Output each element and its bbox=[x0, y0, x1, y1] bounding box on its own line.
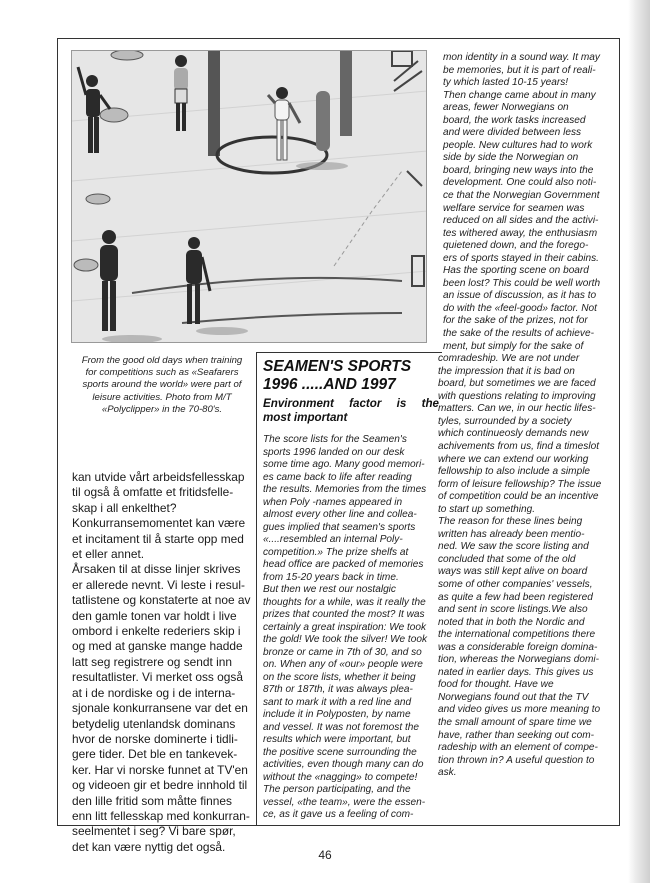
article-body-line: on. When any of «our» people were bbox=[263, 659, 423, 670]
right-column-line: quietened down, and the forego- bbox=[443, 240, 589, 252]
right-column-line: some of other companies' vessels, bbox=[438, 578, 593, 590]
right-column-line: board, bringing new ways into the bbox=[443, 164, 594, 176]
right-column-line: ways was still kept alive on board bbox=[438, 566, 588, 578]
right-column-line: ask. bbox=[438, 767, 457, 779]
article-body-line: from 15-20 years back in time. bbox=[263, 571, 399, 583]
right-column-line: ty which lasted 10-15 years! bbox=[443, 77, 569, 89]
right-column-line: ment, but simply for the sake of bbox=[443, 340, 584, 352]
right-column-line: written has already been mentio- bbox=[438, 528, 585, 540]
right-column-line: the international competitions there bbox=[438, 629, 596, 641]
article-body-line: gues implied that seamen's sports bbox=[263, 521, 416, 533]
norwegian-column-line: er allerede nevnt. Vi leste i resul- bbox=[72, 577, 245, 592]
right-column-line: development. One could also noti- bbox=[443, 177, 597, 189]
norwegian-column-line: den gamle tonen var holdt i live bbox=[72, 608, 237, 623]
right-column-line: been lost? This could be well worth bbox=[443, 277, 601, 289]
right-column-line: nated in earlier days. This gives us bbox=[438, 666, 594, 678]
right-column-line: The reason for these lines being bbox=[438, 516, 583, 528]
norwegian-column-line: et incitament til å starte opp med bbox=[72, 531, 244, 546]
right-column-line: of competition could be an incentive bbox=[438, 491, 599, 503]
article-body-line: sant to mark it with a red line and bbox=[263, 696, 412, 708]
article-body-line: activities, even though many can do bbox=[263, 759, 424, 770]
right-column-line: welfare service for seamen was bbox=[443, 202, 585, 214]
norwegian-column-text bbox=[72, 470, 254, 855]
right-column-line: an issue of discussion, as it has to bbox=[443, 290, 597, 302]
article-body-line: sports 1996 landed on our desk bbox=[263, 446, 405, 458]
caption-line: From the good old days when training bbox=[81, 355, 243, 366]
article-title bbox=[263, 358, 443, 394]
right-column-line: the impression that it is bad on bbox=[438, 365, 575, 377]
right-column-line: and sent in score listings.We also bbox=[438, 604, 588, 616]
article-body-line: results which were important, but bbox=[263, 734, 411, 745]
right-column-line: radeship with an element of compe- bbox=[438, 742, 598, 754]
article-body-line: es came back to life after reading bbox=[263, 471, 412, 483]
article-body-line: the gold! We took the silver! We took bbox=[263, 634, 428, 645]
right-column-line: comradeship. We are not under bbox=[438, 353, 580, 365]
article-body-line: on the score lists, whether it being bbox=[263, 671, 416, 683]
norwegian-column-line: ombord i enkelte rederiers skip i bbox=[72, 624, 241, 639]
right-column-line: reduced on all sides and the activi- bbox=[443, 215, 599, 227]
caption-line: leisure activities. Photo from M/T bbox=[92, 391, 232, 403]
right-column-line: ned. We saw the score listing and bbox=[438, 541, 589, 553]
article-body-line: and vessel. It was not foremost the bbox=[263, 721, 419, 733]
caption-line: sports around the world» were part of bbox=[82, 379, 242, 391]
article-body-line: competition.» The prize shelfs at bbox=[263, 546, 409, 558]
norwegian-column-line: og med at ganske mange hadde bbox=[72, 639, 243, 654]
right-column-line: as quite a few had been registered bbox=[438, 591, 593, 603]
right-column-line: Has the sporting scene on board bbox=[443, 265, 589, 277]
photo-illustration bbox=[72, 51, 427, 343]
right-column-line: for the sake of the prizes, not for bbox=[443, 315, 588, 327]
right-column-line: tyles, surrounded by a society bbox=[438, 415, 572, 427]
article-body-line: bronze or came in 7th of 30, and so bbox=[263, 646, 422, 658]
norwegian-column-line: skap i all enkelthet? bbox=[72, 500, 177, 515]
article-body-line: prizes that counted the most? It was bbox=[263, 609, 425, 620]
article-body-line: «....resembled an internal Poly- bbox=[263, 534, 403, 545]
article-body-line: almost every other line and collea- bbox=[263, 509, 417, 520]
article-body-line: some time ago. Many good memori- bbox=[263, 459, 425, 470]
norwegian-column-line: tatlistene og konstaterte at noe av bbox=[72, 593, 251, 608]
right-column-line: the sake of the results of achieve- bbox=[443, 328, 594, 340]
article-subtitle-line1: Environment factor is the bbox=[263, 397, 439, 410]
right-column-line: Norwegians found out that the TV bbox=[438, 691, 589, 703]
right-column-line: be memories, but it is part of reali- bbox=[443, 64, 596, 76]
article-body-line: head office are packed of memories bbox=[263, 559, 424, 570]
right-column-line: fellowship to also include a simple bbox=[438, 466, 591, 478]
deck-training-photo bbox=[71, 50, 427, 343]
article-body-line: 87th or 187th, it was always plea- bbox=[263, 684, 413, 695]
article-body-line: the positive scene surrounding the bbox=[263, 746, 417, 758]
right-column-line: achivements from us, find a timeslot bbox=[438, 440, 600, 452]
right-column-line: have, rather than seeking out com- bbox=[438, 729, 594, 741]
right-column-line: matters. Can we, in our hectic lifes- bbox=[438, 403, 596, 415]
right-column-line: do with the «feel-good» factor. Not bbox=[443, 302, 597, 314]
norwegian-column-line: ker. Har vi norske funnet at TV'en bbox=[72, 762, 248, 777]
norwegian-column-line: et eller annet. bbox=[72, 547, 145, 562]
right-column-line: areas, fewer Norwegians on bbox=[443, 102, 569, 114]
article-body-line: vessel, «the team», were the essen- bbox=[263, 796, 426, 808]
right-column-line: tes withered away, the enthusiasm bbox=[443, 227, 598, 239]
norwegian-column-line: betydelig utenlandsk dominans bbox=[72, 716, 236, 731]
norwegian-column-line: det kan være nyttig det også. bbox=[72, 839, 226, 854]
article-body-line: when Poly -names appeared in bbox=[263, 496, 403, 508]
norwegian-column-line: gere tider. Det ble en tankevek- bbox=[72, 747, 238, 762]
right-column-line: people. New cultures had to work bbox=[443, 139, 593, 151]
norwegian-column-line: Konkurransemomentet kan være bbox=[72, 516, 246, 531]
photo-caption bbox=[72, 355, 252, 416]
norwegian-column-line: den lille fritid som måtte finnes bbox=[72, 793, 232, 808]
right-column-text bbox=[438, 52, 611, 780]
article-body bbox=[263, 434, 441, 822]
right-column-line: board, the work tasks increased bbox=[443, 114, 586, 126]
norwegian-column-line: sjonale konkurransene var det en bbox=[72, 701, 248, 716]
caption-line: for competitions such as «Seafarers bbox=[85, 367, 239, 379]
norwegian-column-line: og videoen gir et bedre innhold til bbox=[72, 778, 248, 793]
right-column-line: ce that the Norwegian Government bbox=[443, 190, 600, 202]
right-column-line: with questions relating to improving bbox=[438, 390, 596, 402]
article-body-line: the results. Memories from the times bbox=[263, 484, 427, 495]
article-body-line: include it in Polyposten, by name bbox=[263, 709, 411, 720]
right-column-line: noted that in both the Nordic and bbox=[438, 616, 585, 628]
right-column-line: the small amount of spare time we bbox=[438, 716, 592, 728]
norwegian-column-line: hvor de norske dominerte i tidli- bbox=[72, 731, 238, 746]
caption-line: «Polyclipper» in the 70-80's. bbox=[101, 403, 223, 415]
norwegian-column-line: enn litt fellesskap med konkurran- bbox=[72, 808, 250, 823]
right-column-line: and video gives us more meaning to bbox=[438, 704, 601, 716]
norwegian-column-line: kan utvide vårt arbeidsfellesskap bbox=[72, 470, 245, 484]
right-column-line: mon identity in a sound way. It may bbox=[443, 52, 600, 63]
article-body-line: thoughts for a while, was it really the bbox=[263, 596, 426, 608]
right-column-line: where we can extend our working bbox=[438, 453, 589, 465]
norwegian-column-line: at i de nordiske og i de interna- bbox=[72, 685, 236, 700]
article-subtitle bbox=[263, 397, 439, 425]
right-column-line: food for thought. Have we bbox=[438, 679, 554, 691]
right-column-line: board, but sometimes we are faced bbox=[438, 378, 596, 390]
article-body-line: But then we rest our nostalgic bbox=[263, 584, 396, 595]
right-column-line: form of leisure fellowship? The issue bbox=[438, 478, 602, 490]
right-column-line: tion, whereas the Norwegians domi- bbox=[438, 654, 600, 666]
article-body-line: ce, as it gave us a feeling of com- bbox=[263, 809, 414, 820]
norwegian-column-line: latt seg registrere og sendt inn bbox=[72, 654, 232, 669]
article-title-line1: SEAMEN'S SPORTS bbox=[263, 358, 412, 375]
article-body-line: certainly a great inspiration: We took bbox=[263, 621, 427, 633]
article-title-line2: 1996 .....AND 1997 bbox=[263, 376, 396, 393]
norwegian-column-line: resultatlister. Vi merket oss også bbox=[72, 670, 243, 685]
page-number: 46 bbox=[318, 848, 332, 862]
right-column-line: Then change came about in many bbox=[443, 89, 596, 101]
right-column-line: and were divided between less bbox=[443, 127, 582, 139]
norwegian-column-line: til også å omfatte et fritidsfelle- bbox=[72, 485, 234, 500]
article-body-line: The person participating, and the bbox=[263, 784, 411, 795]
right-column-line: tion thrown in? A useful question to bbox=[438, 754, 595, 766]
right-column-line: to start up something. bbox=[438, 503, 536, 515]
right-column-line: concluded that some of the old bbox=[438, 553, 576, 565]
right-column-line: side by side the Norwegian on bbox=[443, 152, 579, 164]
right-column-line: which continueosly demands new bbox=[438, 428, 589, 440]
norwegian-column-line: Årsaken til at disse linjer skrives bbox=[72, 562, 241, 577]
right-column-line: was a considerable foreign domina- bbox=[438, 641, 598, 653]
article-subtitle-line2: most important bbox=[263, 411, 348, 424]
right-column-line: ers of sports stayed in their cabins. bbox=[443, 252, 599, 264]
page-edge-shadow bbox=[628, 0, 650, 883]
article-body-line: without the «nagging» to compete! bbox=[263, 771, 418, 783]
article-body-line: The score lists for the Seamen's bbox=[263, 434, 407, 445]
norwegian-column-line: seelmentet i seg? Vi bare spør, bbox=[72, 824, 236, 839]
